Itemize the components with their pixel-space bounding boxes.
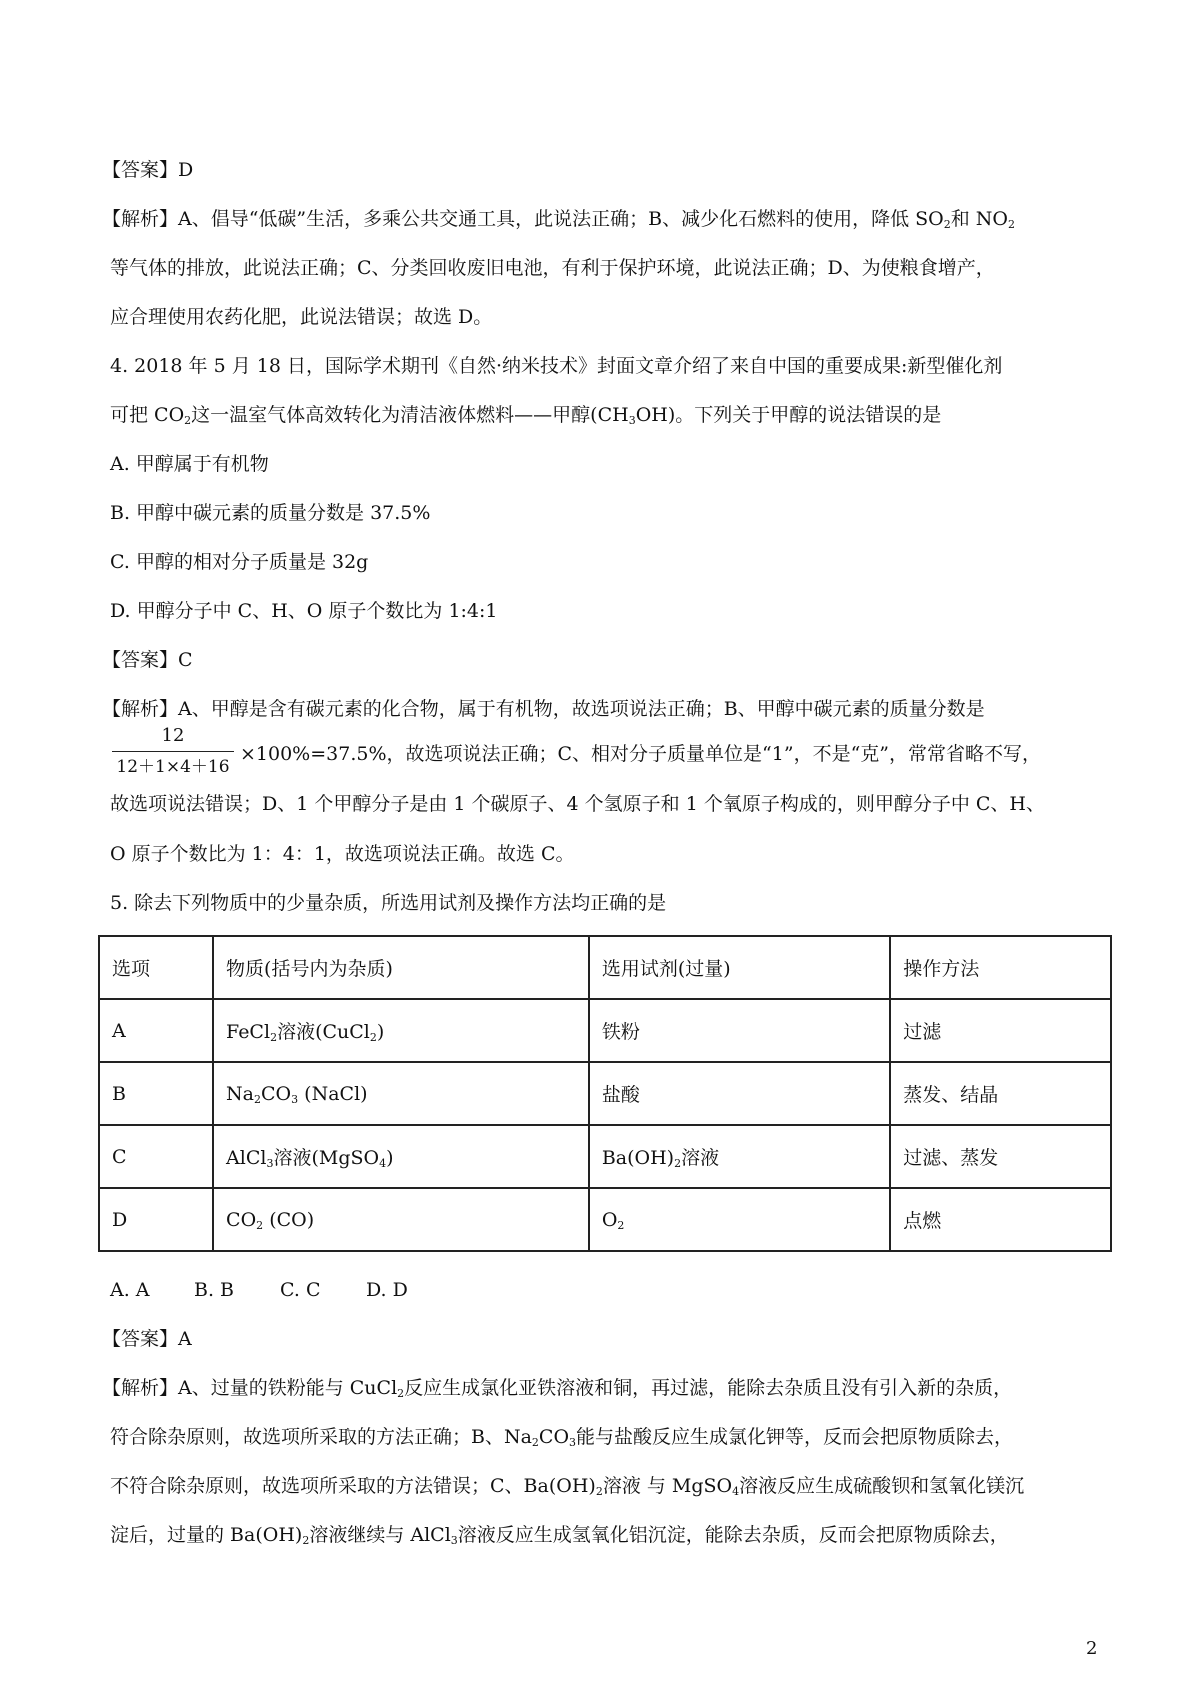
q5-analysis-line-3: 不符合除杂原则，故选项所采取的方法错误；C、$Ba(OH)_2$溶液 与 MgSO$_4$溶液反应生成硫酸钡和氢氧化镁沉: [110, 1475, 1025, 1498]
q4-option-c: C. 甲醇的相对分子质量是 32g: [110, 551, 369, 573]
choice-c: C. C: [280, 1279, 321, 1301]
table-cell-substance: $Na_2CO_3$ (NaCl): [213, 1062, 589, 1125]
q3-answer: 【答案】D: [102, 159, 194, 181]
table-header-row: [99, 936, 1111, 999]
fraction-numerator: 12: [161, 725, 185, 746]
table-cell-option: C: [99, 1125, 213, 1188]
table-row: [99, 1125, 1111, 1188]
table-cell-option: D: [99, 1188, 213, 1251]
q3-analysis-line-3: 应合理使用农药化肥，此说法错误；故选 D。: [110, 306, 493, 328]
table-header-cell: 选项: [99, 936, 213, 999]
q4-stem-line-2: 可把 $CO_2$这一温室气体高效转化为清洁液体燃料——甲醇$(CH_3OH)$。下列关于甲醇的说法错误的是: [110, 404, 942, 427]
table-cell-method: 过滤、蒸发: [890, 1125, 1111, 1188]
table-cell-substance: FeCl$_2$溶液(CuCl$_2$): [213, 999, 589, 1062]
q4-option-b: B. 甲醇中碳元素的质量分数是 37.5%: [110, 502, 431, 524]
q3-analysis-line-1: 【解析】A、倡导“低碳”生活，多乘公共交通工具，此说法正确；B、减少化石燃料的使用，降低 $SO_2$和 $NO_2$: [102, 208, 1015, 231]
table-header-cell: 操作方法: [890, 936, 1111, 999]
table-cell-substance: $CO_2$ (CO): [213, 1188, 589, 1251]
choice-b: B. B: [194, 1279, 235, 1301]
q4-answer: 【答案】C: [102, 649, 193, 671]
q5-answer: 【答案】A: [102, 1328, 192, 1350]
table-cell-reagent: 铁粉: [589, 999, 890, 1062]
table-cell-method: 点燃: [890, 1188, 1111, 1251]
table-cell-reagent: $Ba(OH)_2$溶液: [589, 1125, 890, 1188]
q5-table: [98, 935, 1112, 1252]
q4-analysis-line-4: O 原子个数比为 1：4：1，故选项说法正确。故选 C。: [110, 843, 575, 865]
q3-analysis-line-2: 等气体的排放，此说法正确；C、分类回收废旧电池，有利于保护环境，此说法正确；D、为使粮食增产，: [110, 257, 995, 279]
table-row: [99, 1188, 1111, 1251]
table-cell-substance: AlCl$_3$溶液(MgSO$_4$): [213, 1125, 589, 1188]
table-header-cell: 选用试剂(过量): [589, 936, 890, 999]
q5-analysis-line-1: 【解析】A、过量的铁粉能与 CuCl$_2$反应生成氯化亚铁溶液和铜，再过滤，能除去杂质且没有引入新的杂质，: [102, 1377, 1013, 1400]
q5-stem: 5. 除去下列物质中的少量杂质，所选用试剂及操作方法均正确的是: [110, 892, 667, 914]
choice-a: A. A: [110, 1279, 150, 1301]
table-cell-method: 蒸发、结晶: [890, 1062, 1111, 1125]
table-row: [99, 999, 1111, 1062]
q4-stem-line-1: 4. 2018 年 5 月 18 日，国际学术期刊《自然·纳米技术》封面文章介绍了来自中国的重要成果:新型催化剂: [110, 355, 1003, 377]
q5-analysis-line-4: 淀后，过量的 $Ba(OH)_2$溶液继续与 AlCl$_3$溶液反应生成氢氧化铝沉淀，能除去杂质，反而会把原物质除去，: [110, 1524, 1009, 1547]
table-header-cell: 物质(括号内为杂质): [213, 936, 589, 999]
table-cell-reagent: $O_2$: [589, 1188, 890, 1251]
q4-analysis-line-3: 故选项说法错误；D、1 个甲醇分子是由 1 个碳原子、4 个氢原子和 1 个氧原子构成的，则甲醇分子中 C、H、: [110, 793, 1045, 815]
table-row: [99, 1062, 1111, 1125]
q4-analysis-line-1: 【解析】A、甲醇是含有碳元素的化合物，属于有机物，故选项说法正确；B、甲醇中碳元素的质量分数是: [102, 698, 985, 720]
fraction-bar: [112, 751, 234, 752]
q4-analysis-line-2: ×100%=37.5%，故选项说法正确；C、相对分子质量单位是“1”，不是“克”，常常省略不写，: [240, 743, 1041, 765]
fraction-denominator: 12＋1×4＋16: [116, 757, 230, 777]
table-cell-method: 过滤: [890, 999, 1111, 1062]
page-number: 2: [1086, 1638, 1098, 1659]
choice-d: D. D: [366, 1279, 408, 1301]
q4-option-d: D. 甲醇分子中 C、H、O 原子个数比为 1:4:1: [110, 600, 498, 622]
q4-option-a: A. 甲醇属于有机物: [110, 453, 269, 475]
table-cell-option: A: [99, 999, 213, 1062]
q5-analysis-line-2: 符合除杂原则，故选项所采取的方法正确；B、$Na_2CO_3$能与盐酸反应生成氯化钾等，反而会把原物质除去，: [110, 1426, 1014, 1449]
table-cell-reagent: 盐酸: [589, 1062, 890, 1125]
q5-choices: [110, 1276, 1110, 1304]
table-cell-option: B: [99, 1062, 213, 1125]
